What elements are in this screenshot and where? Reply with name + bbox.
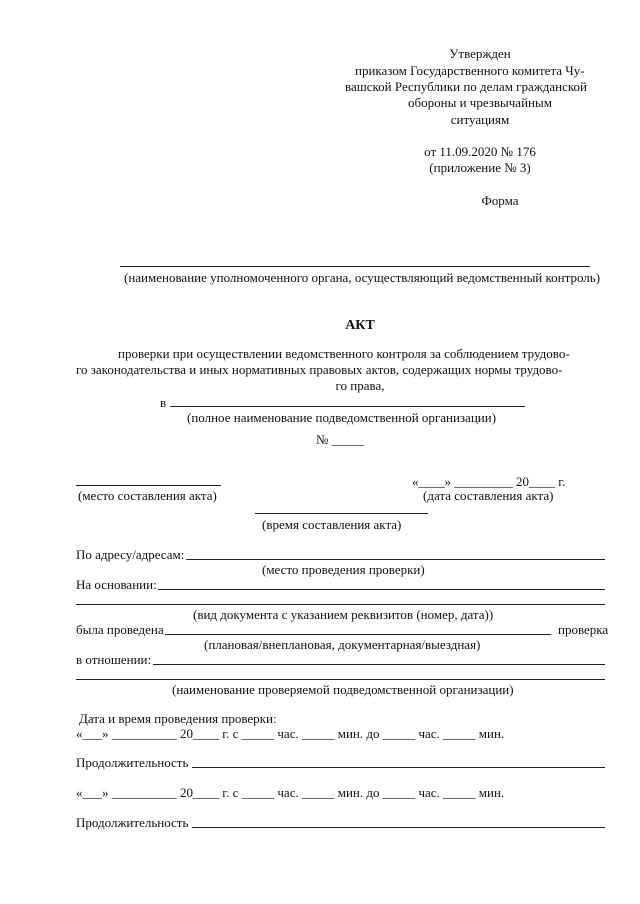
conducted-caption: (плановая/внеплановая, документарная/выездная) xyxy=(204,637,481,652)
schedule-row-2: «___» __________ 20____ г. с _____ час. _____ мин. до _____ час. _____ мин. xyxy=(76,785,505,800)
schedule-heading: Дата и время проведения проверки: xyxy=(79,711,277,726)
basis-label: На основании: xyxy=(76,577,157,592)
place-line xyxy=(76,485,221,486)
approval-line-1: Утвержден xyxy=(449,46,511,61)
act-description-3: го права, xyxy=(335,378,385,393)
basis-caption: (вид документа с указанием реквизитов (номер, дата)) xyxy=(193,607,494,622)
approval-line-5: ситуациям xyxy=(450,112,510,127)
approval-appendix: (приложение № 3) xyxy=(429,160,531,175)
basis-line-1 xyxy=(158,589,605,590)
regarding-label: в отношении: xyxy=(76,652,152,667)
duration-line-1 xyxy=(192,767,605,768)
org-prefix: в xyxy=(160,395,167,410)
act-title: АКТ xyxy=(345,318,375,333)
approval-line-2: приказом Государственного комитета Чу- xyxy=(355,63,585,78)
duration-label-2: Продолжительность xyxy=(76,815,189,830)
act-description-1: проверки при осуществлении ведомственного контроля за соблюдением трудово- xyxy=(118,346,570,361)
duration-label-1: Продолжительность xyxy=(76,755,189,770)
address-line xyxy=(186,559,605,560)
regarding-caption: (наименование проверяемой подведомственной организации) xyxy=(172,682,514,697)
conducted-label: была проведена xyxy=(76,622,164,637)
address-label: По адресу/адресам: xyxy=(76,547,185,562)
address-caption: (место проведения проверки) xyxy=(262,562,425,577)
conducted-line xyxy=(165,634,551,635)
form-label: Форма xyxy=(481,193,519,208)
act-description-2: го законодательства и иных нормативных правовых актов, содержащих нормы трудово- xyxy=(76,362,563,377)
org-caption: (полное наименование подведомственной организации) xyxy=(187,410,497,425)
time-caption: (время составления акта) xyxy=(262,517,402,532)
act-number: № _____ xyxy=(316,432,365,447)
approval-line-3: вашской Республики по делам гражданской xyxy=(345,79,587,94)
approval-line-4: обороны и чрезвычайным xyxy=(408,95,552,110)
authority-line xyxy=(120,266,590,267)
date-template: «____» _________ 20____ г. xyxy=(412,474,566,489)
regarding-line-1 xyxy=(153,664,605,665)
conducted-suffix: проверка xyxy=(558,622,609,637)
time-line xyxy=(255,513,428,514)
duration-line-2 xyxy=(192,827,605,828)
regarding-line-2 xyxy=(76,679,605,680)
authority-caption: (наименование уполномоченного органа, осуществляющий ведомственный контроль) xyxy=(124,270,601,285)
schedule-row-1: «___» __________ 20____ г. с _____ час. _____ мин. до _____ час. _____ мин. xyxy=(76,726,505,741)
date-caption: (дата составления акта) xyxy=(423,488,554,503)
org-line xyxy=(170,406,525,407)
approval-date: от 11.09.2020 № 176 xyxy=(424,144,536,159)
basis-line-2 xyxy=(76,604,605,605)
place-caption: (место составления акта) xyxy=(78,488,217,503)
